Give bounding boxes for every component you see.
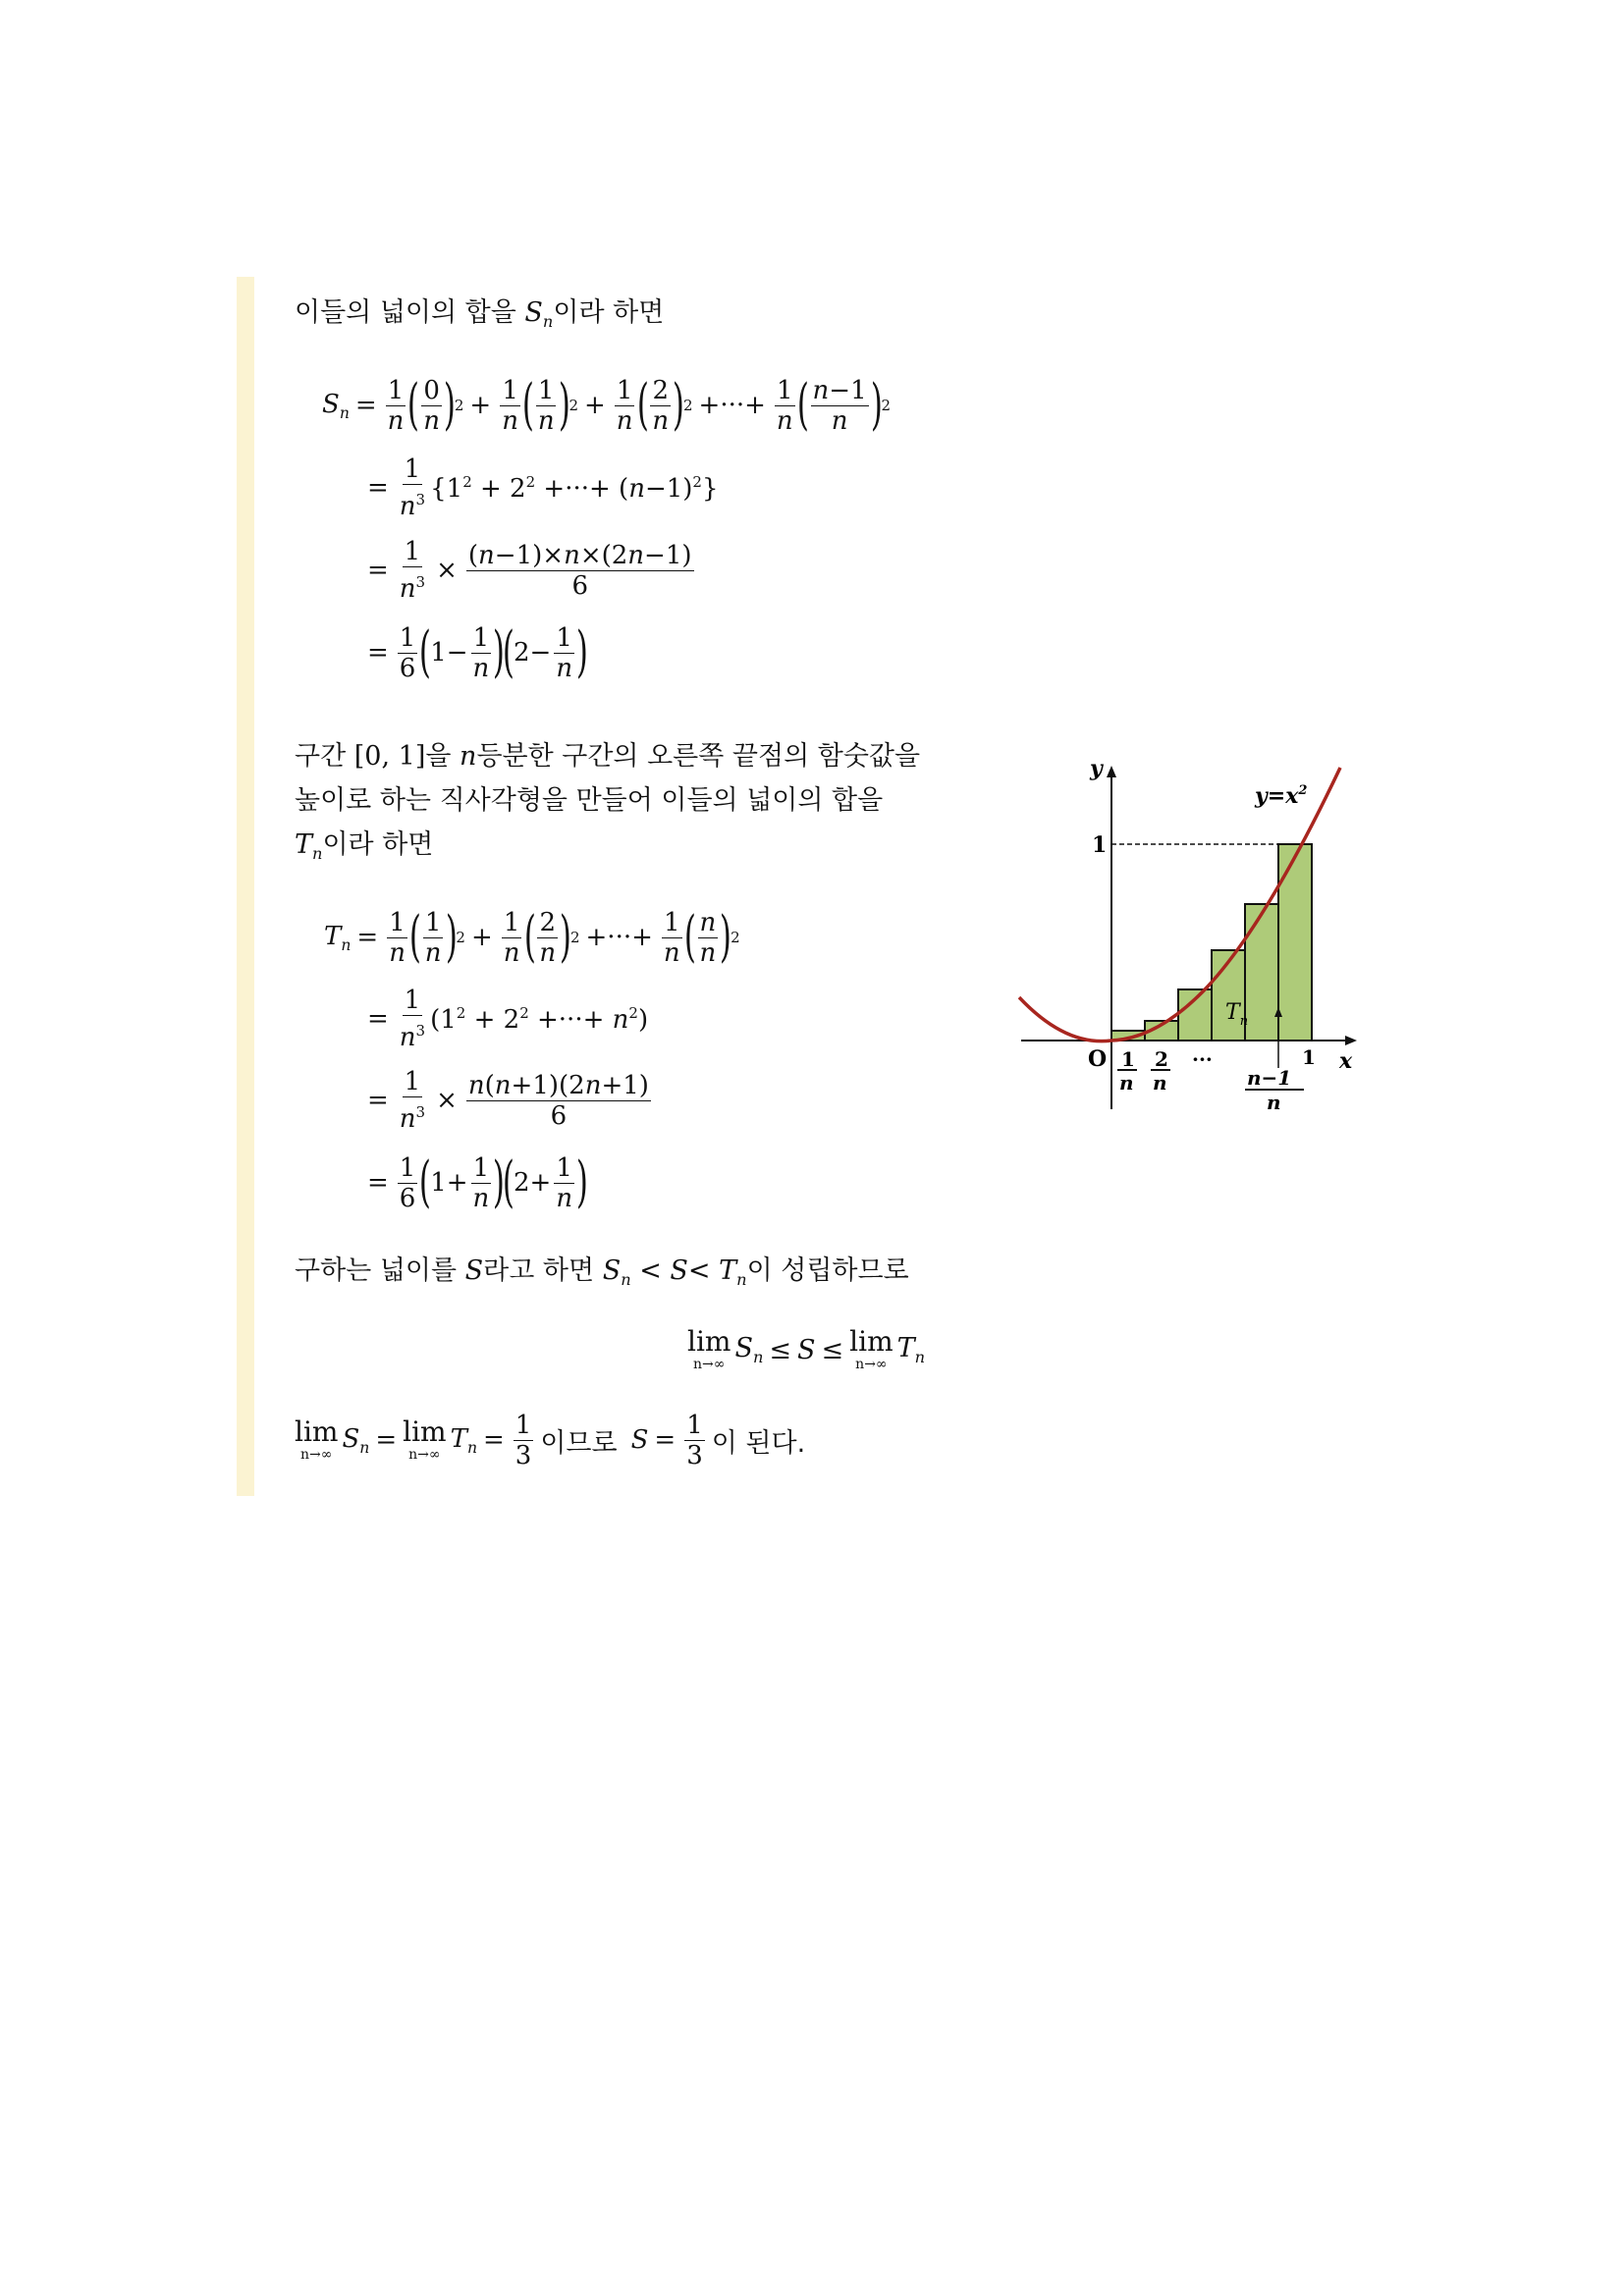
sn-line-2: = $\frac{1}{n^3}$ {$1^2 + 2^2$ +···+ $(n-1)^2$} (367, 454, 719, 521)
sn-line-1: $S_n$ = $\frac{1}{n}$ ( $\frac{0}{n}$ ) 2 + $\frac{1}{n}$ ( $\frac{1}{n}$ ) 2 + $\frac{1}{n}$ ( $\frac{2}{n}$ ) 2 +···+ $\frac{1}{n}$ ( $\frac{n-1}{n}$ ) 2 (322, 373, 892, 437)
y-one-label: 1 (1092, 832, 1108, 858)
paragraph-conclusion: lim n→∞ $S_n$ = lim n→∞ $T_n$ = $\frac{1}{3}$ 이므로 S = $\frac{1}{3}$ 이 된다. (295, 1410, 806, 1470)
tick-2-num: 2 (1155, 1047, 1168, 1071)
x-axis-label: x (1339, 1048, 1353, 1074)
sn-line-3: = $\frac{1}{n^3}$ × $\frac{(n-1)\times n\times(2n-1)}{6}$ (367, 537, 692, 604)
y-axis-label: y (1090, 756, 1103, 781)
tick-1-num: 1 (1121, 1047, 1135, 1071)
paragraph-tn-intro: 구간 [0, 1]을 n등분한 구간의 오른쪽 끝점의 함숫값을 높이로 하는 직사각형을 만들어 이들의 넓이의 합을 $T_n$이라 하면 (295, 741, 921, 863)
curve-label: $y=x^2$ (1255, 783, 1308, 809)
paragraph-inequality: 구하는 넓이를 S라고 하면 $S_n < S< T_n$이 성립하므로 (295, 1255, 909, 1289)
tn-line-2: = $\frac{1}{n^3}$ ($1^2 + 2^2$ +···+ $n^2$) (367, 986, 649, 1052)
tn-line-1: $T_n$ = $\frac{1}{n}$ ( $\frac{1}{n}$ ) 2 + $\frac{1}{n}$ ( $\frac{2}{n}$ ) 2 +···+ $\frac{1}{n}$ ( $\frac{n}{n}$ ) 2 (324, 905, 740, 969)
riemann-sum-graph (1011, 756, 1384, 1119)
sidebar-accent (237, 277, 254, 1496)
tn-line-4: = $\frac{1}{6}$ ( 1+ $\frac{1}{n}$ ) ( 2+ $\frac{1}{n}$ ) (367, 1150, 589, 1214)
sn-line-4: = $\frac{1}{6}$ ( 1− $\frac{1}{n}$ ) ( 2− $\frac{1}{n}$ ) (367, 620, 589, 684)
tick-last-num: n−1 (1247, 1066, 1292, 1090)
paragraph-sn-intro: 이들의 넓이의 합을 $S_n$이라 하면 (295, 297, 665, 331)
rect-5 (1245, 904, 1278, 1041)
tick-2-den: n (1153, 1071, 1167, 1095)
tick-end-label: 1 (1302, 1045, 1316, 1069)
area-label: $T_n$ (1225, 1000, 1249, 1029)
tick-last-den: n (1267, 1091, 1281, 1114)
y-axis-arrow (1107, 766, 1116, 777)
limit-inequality: lim n→∞ $S_n$ ≤ S ≤ lim n→∞ $T_n$ (687, 1325, 926, 1372)
ellipsis-label: ··· (1192, 1047, 1213, 1071)
origin-label: O (1088, 1046, 1108, 1072)
tn-line-3: = $\frac{1}{n^3}$ × $\frac{n(n+1)(2n+1)}{6}$ (367, 1067, 649, 1134)
rect-6 (1278, 844, 1312, 1041)
x-axis-arrow (1345, 1036, 1357, 1045)
sn-var: $S_n$ (524, 297, 554, 331)
tick-1-den: n (1119, 1071, 1134, 1095)
